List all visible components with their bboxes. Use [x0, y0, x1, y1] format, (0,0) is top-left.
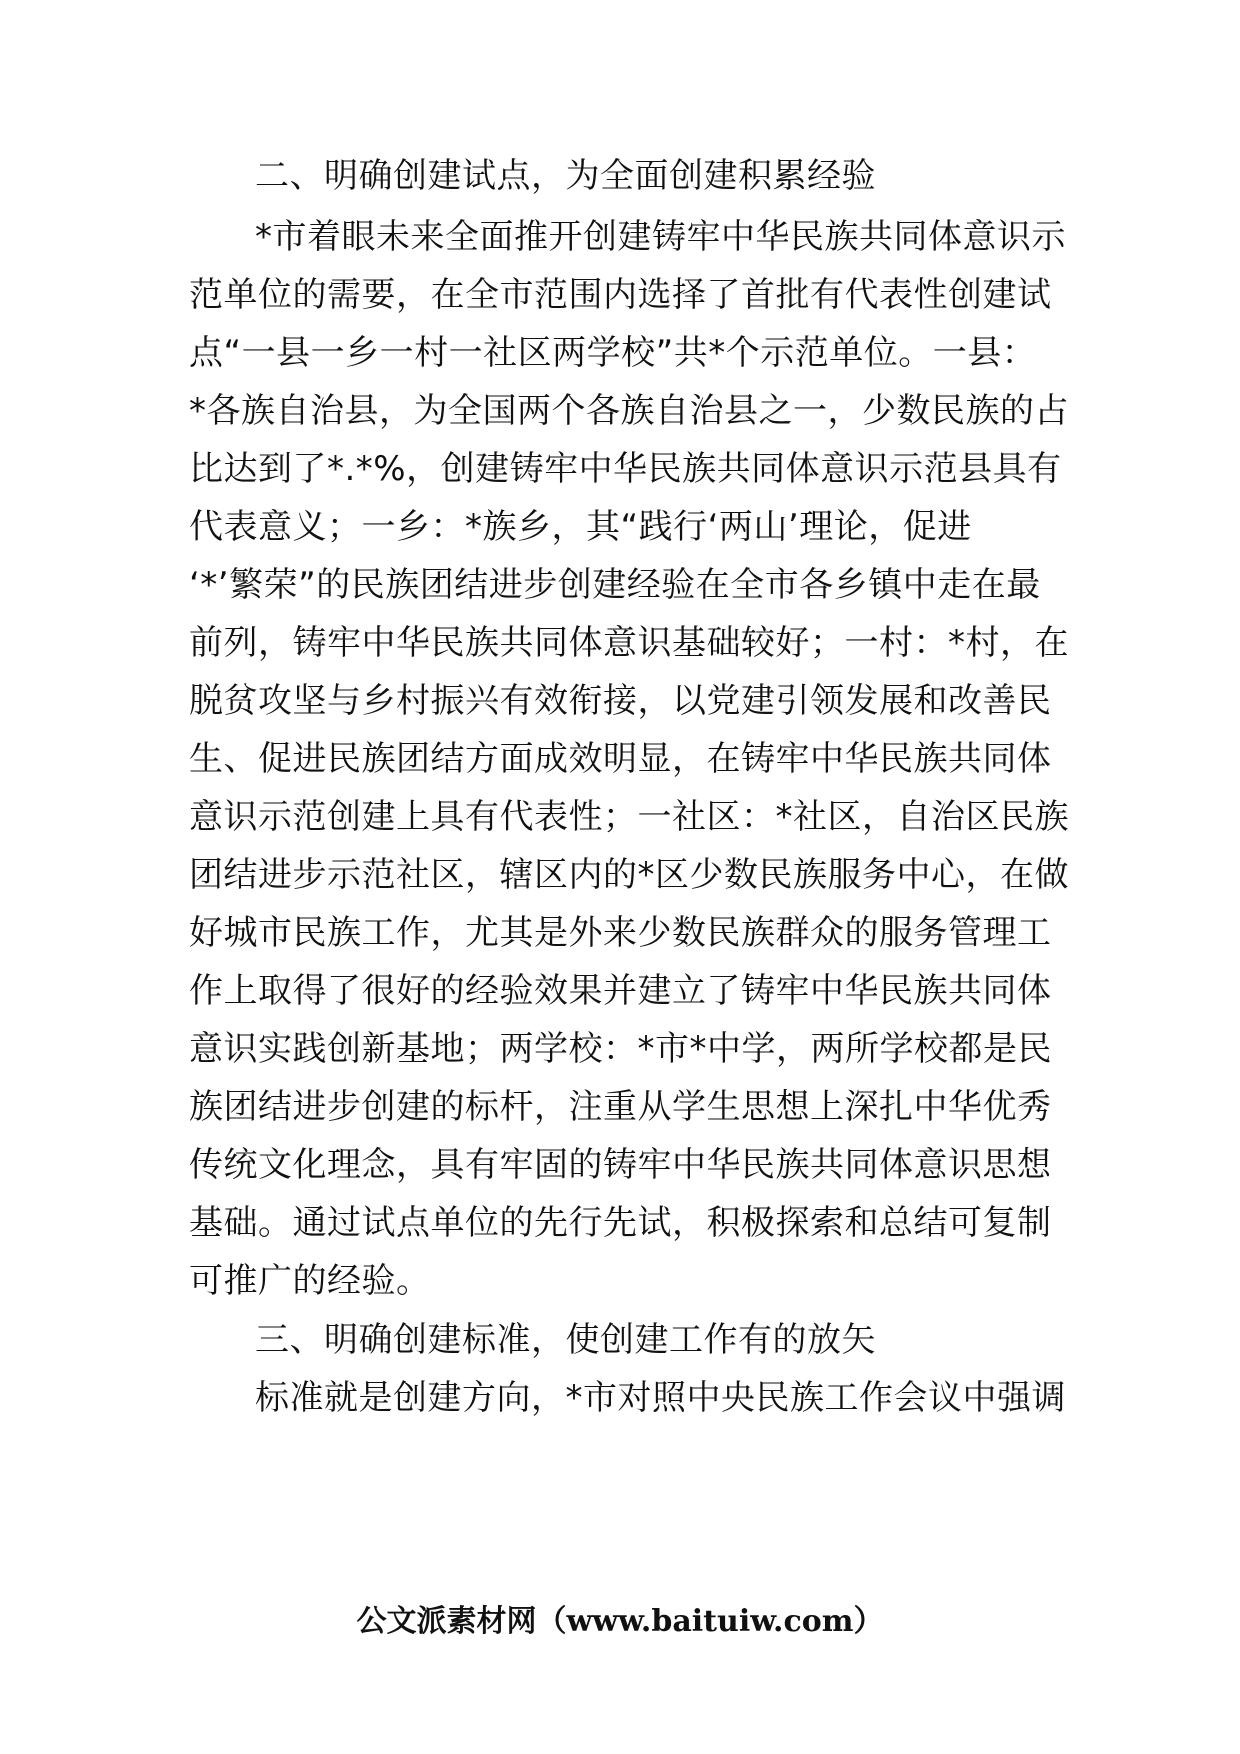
- paragraph-line: 代表意义；一乡：*族乡，其“践行‘两山’理论，促进: [189, 507, 972, 547]
- paragraph-line: 团结进步示范社区，辖区内的*区少数民族服务中心，在做: [189, 855, 1069, 895]
- section-heading-3: 三、明确创建标准，使创建工作有的放矢: [255, 1320, 876, 1360]
- paragraph-line: 比达到了*.*%，创建铸牢中华民族共同体意识示范县具有: [189, 449, 1062, 489]
- paragraph-line: 可推广的经验。: [189, 1261, 431, 1301]
- paragraph-line: 族团结进步创建的标杆，注重从学生思想上深扎中华优秀: [189, 1087, 1052, 1127]
- paragraph-line: *各族自治县，为全国两个各族自治县之一，少数民族的占: [189, 391, 1069, 431]
- paragraph-line: 脱贫攻坚与乡村振兴有效衔接，以党建引领发展和改善民: [189, 681, 1052, 721]
- paragraph-line: *市着眼未来全面推开创建铸牢中华民族共同体意识示: [255, 217, 1066, 257]
- paragraph-line: ‘*’繁荣”的民族团结进步创建经验在全市各乡镇中走在最: [189, 565, 1041, 605]
- paragraph-line: 前列，铸牢中华民族共同体意识基础较好；一村：*村，在: [189, 623, 1069, 663]
- paragraph-line: 范单位的需要，在全市范围内选择了首批有代表性创建试: [189, 275, 1052, 315]
- footer-watermark: 公文派素材网（www.baituiw.com）: [356, 1604, 884, 1639]
- paragraph-line: 好城市民族工作，尤其是外来少数民族群众的服务管理工: [189, 913, 1052, 953]
- paragraph-line: 标准就是创建方向，*市对照中央民族工作会议中强调: [255, 1378, 1066, 1418]
- paragraph-line: 意识示范创建上具有代表性；一社区：*社区，自治区民族: [189, 797, 1069, 837]
- section-heading-2: 二、明确创建试点，为全面创建积累经验: [255, 156, 876, 196]
- paragraph-line: 传统文化理念，具有牢固的铸牢中华民族共同体意识思想: [189, 1145, 1052, 1185]
- paragraph-line: 基础。通过试点单位的先行先试，积极探索和总结可复制: [189, 1203, 1052, 1243]
- paragraph-line: 意识实践创新基地；两学校：*市*中学，两所学校都是民: [189, 1029, 1052, 1069]
- paragraph-line: 作上取得了很好的经验效果并建立了铸牢中华民族共同体: [189, 971, 1052, 1011]
- paragraph-line: 点“一县一乡一村一社区两学校”共*个示范单位。一县：: [189, 333, 1037, 373]
- paragraph-line: 生、促进民族团结方面成效明显，在铸牢中华民族共同体: [189, 739, 1052, 779]
